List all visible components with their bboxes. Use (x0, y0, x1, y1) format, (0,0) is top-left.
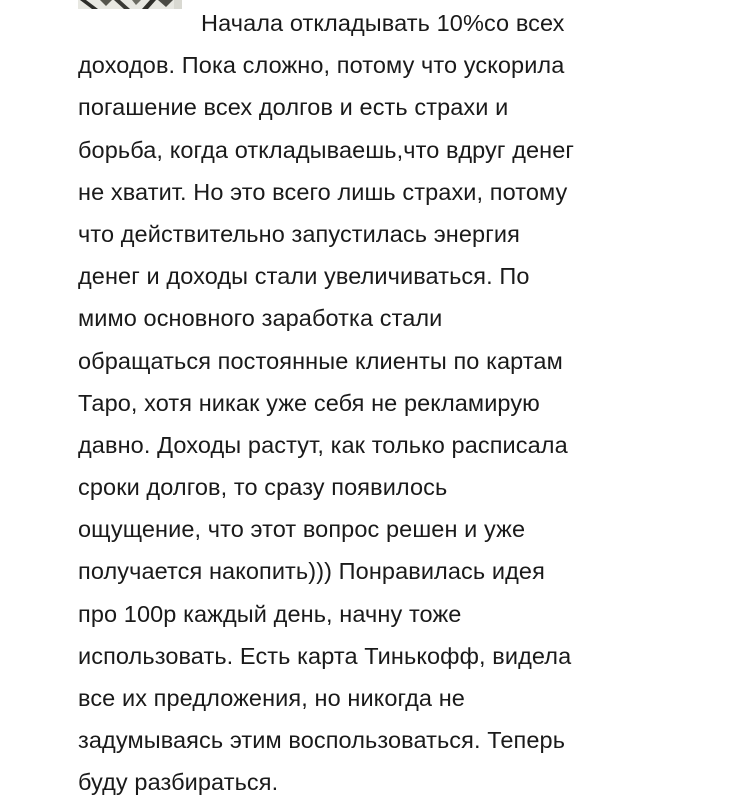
message-line: буду разбираться. (78, 769, 279, 796)
message-line: все их предложения, но никогда не (78, 685, 465, 711)
message-line: погашение всех долгов и есть страхи и (78, 94, 509, 121)
message-line: Таро, хотя никак уже себя не рекламирую (78, 389, 540, 416)
message-line: получается накопить))) Понравилась идея (78, 558, 545, 585)
message-line: мимо основного заработка стали (78, 305, 443, 332)
message-line: Начала откладывать 10%со всех (201, 10, 565, 36)
message-line: использовать. Есть карта Тинькофф, видела (78, 642, 572, 669)
message-line: борьба, когда откладываешь,что вдруг денег (78, 136, 575, 163)
message-line: обращаться постоянные клиенты по картам (78, 347, 563, 374)
message-line: про 100р каждый день, начну тоже (78, 600, 462, 627)
message-line: ощущение, что этот вопрос решен и уже (78, 516, 526, 543)
message-line: задумываясь этим воспользоваться. Теперь (78, 727, 566, 754)
message-text (78, 0, 718, 804)
message-line: не хватит. Но это всего лишь страхи, потому (78, 178, 568, 205)
message-line: денег и доходы стали увеличиваться. По (78, 263, 530, 290)
message-line: доходов. Пока сложно, потому что ускорила (78, 52, 565, 79)
message-line: что действительно запустилась энергия (78, 220, 520, 247)
message-line: давно. Доходы растут, как только расписала (78, 431, 568, 458)
message-line: сроки долгов, то сразу появилось (78, 474, 448, 501)
